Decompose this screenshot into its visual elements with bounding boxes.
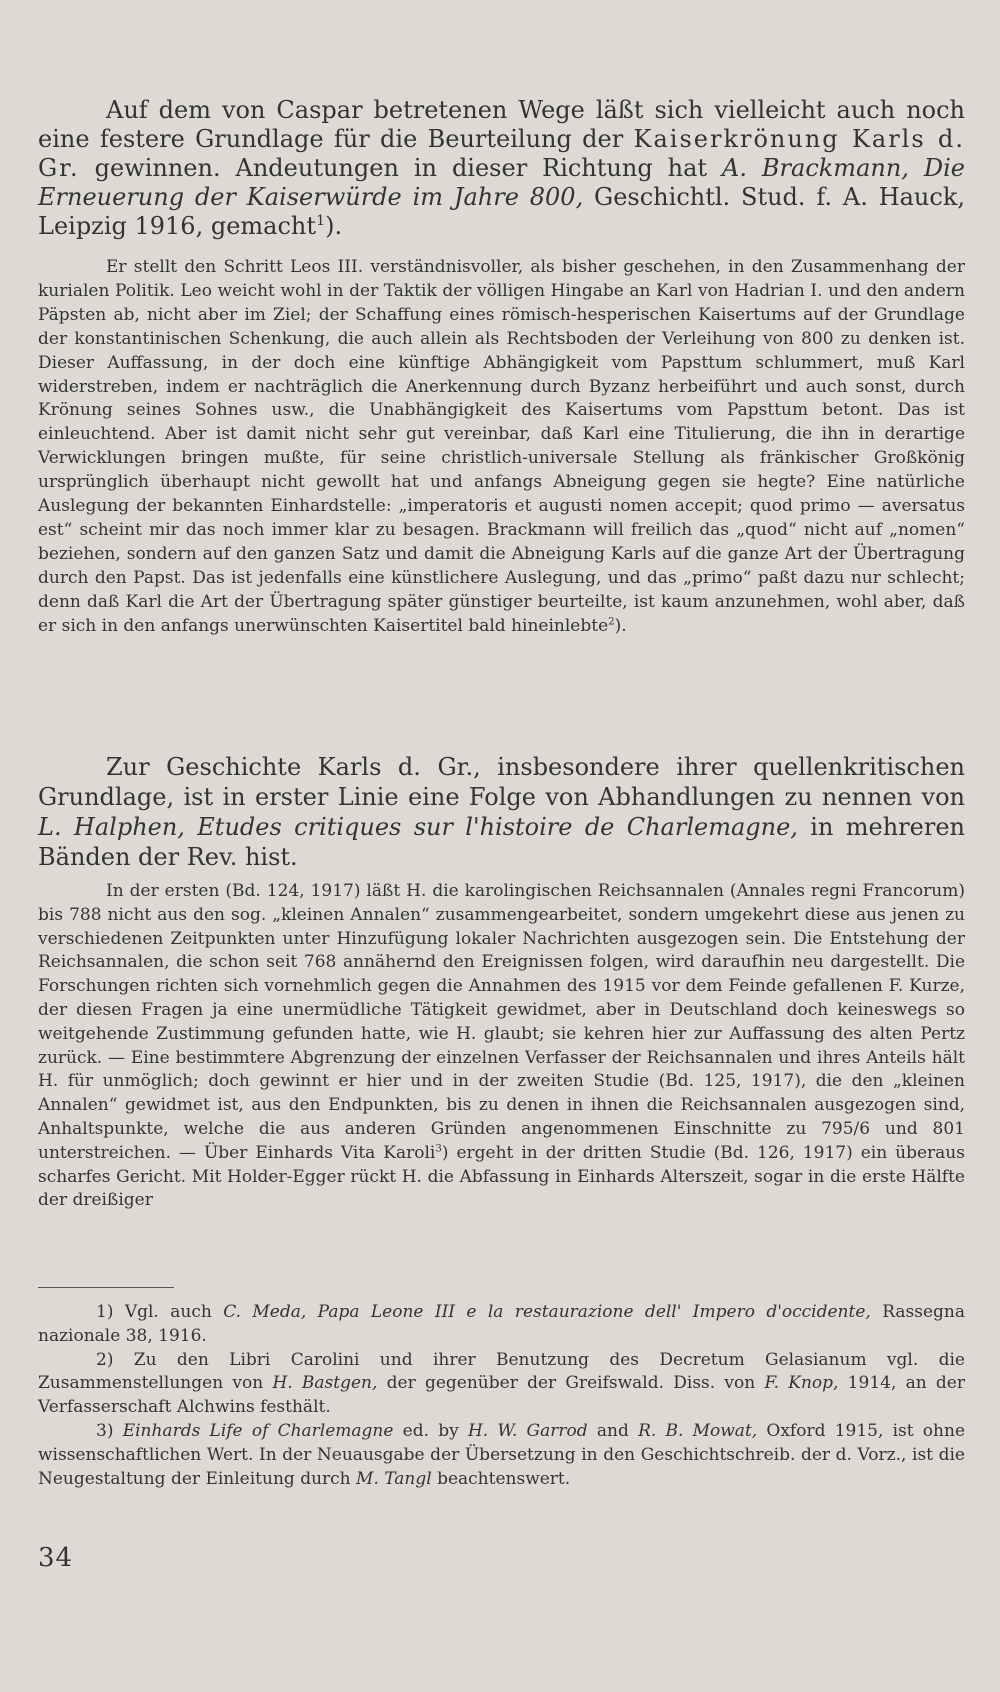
paragraph-leo-iii [38,256,965,639]
citation-italic: H. W. Garrod [467,1420,588,1441]
text-run: Geschichtl. Stud. f. A. Hauck, Leipzig 1916, gemacht [38,183,965,240]
paragraph-geschichte-karls [38,752,965,872]
citation-italic: H. Bastgen, [272,1373,378,1394]
citation-italic: F. Knop, [764,1373,839,1394]
citation-italic: C. Meda, Papa Leone III e la restaurazione dell' Impero d'occidente, [223,1302,871,1322]
text-run: ) ergeht in der dritten Studie (Bd. 126, 1917) ein überaus scharfes Gericht. Mit Holder-Egger rückt H. die Abfassung in Einhards Alterszeit, sogar in die erste Hälfte der dreißiger [38,1142,965,1211]
footnote-2 [38,1349,965,1420]
citation-italic: A. Brackmann, Die Erneuerung der Kaiserwürde im Jahre 800, [38,154,965,211]
text-run: ). [614,615,627,636]
citation-italic: Einhards Life of Charlemagne [122,1420,394,1441]
paragraph-kaiserkroenung [38,96,965,241]
text-run: in mehreren Bänden der Rev. hist. [38,813,965,871]
text-run: Zur Geschichte Karls d. Gr., insbesondere ihrer quellenkritischen Grundlage, ist in erster Linie eine Folge von Abhandlungen zu nennen von [38,753,965,811]
footnote-divider [38,1287,174,1288]
text-run: Rassegna nazionale 38, 1916. [38,1302,966,1346]
text-run: Auf dem von Caspar betretenen Wege läßt sich vielleicht auch noch eine festere Grundlage für die Beurteilung der [38,96,965,153]
citation-italic: R. B. Mowat, [638,1420,758,1441]
citation-italic: M. Tangl [356,1468,432,1489]
text-run: ed. by [393,1420,468,1441]
citation-italic: L. Halphen, Etudes critiques sur l'histoire de Charlemagne, [38,813,798,841]
text-run: and [587,1420,639,1441]
footnotes [38,1301,965,1491]
text-run: 1914, an der Verfasserschaft Alchwins festhält. [38,1373,965,1418]
text-run: 3) [96,1420,123,1441]
spaced-text: Kaiserkrönung Karls d. Gr. [38,125,965,182]
footnote-1 [38,1301,965,1349]
text-run: der gegenüber der Greifswald. Diss. von [377,1373,765,1394]
footnote-ref: 3 [435,1143,442,1155]
text-run: ). [325,212,343,240]
text-run: beachtenswert. [431,1468,571,1489]
footnote-3 [38,1420,965,1491]
text-run: Er stellt den Schritt Leos III. verständnisvoller, als bisher geschehen, in den Zusammenhang der kurialen Politik. Leo weicht wohl in der Taktik der völligen Hingabe an Karl von Hadrian I. und den andern Päpsten ab, nicht aber im Ziel; der Schaffung eines römisch-hesperischen Kaisertums auf der Grundlage der konstantinischen Schenkung, die auch allein als Rechtsboden der Verleihung von 800 zu denken ist. Dieser Auffassung, in der doch eine künftige Abhängigkeit vom Papsttum schlummert, muß Karl widerstreben, indem er nachträglich die Anerkennung durch Byzanz herbeiführt und auch sonst, durch Krönung seines Sohnes usw., die Unabhängigkeit des Kaisertums vom Papsttum betont. Das ist einleuchtend. Aber ist damit nicht sehr gut vereinbar, daß Karl eine Titulierung, die ihn in derartige Verwicklungen bringen mußte, für seine christlich-universale Stellung als fränkischer Großkönig ursprünglich überhaupt nicht gewollt hat und anfangs Abneigung gegen sie hegte? Eine natürliche Auslegung der bekannten Einhardstelle: „imperatoris et augusti nomen accepit; quod primo — aversatus est“ scheint mir das noch immer klar zu besagen. Brackmann will freilich das „quod“ nicht auf „nomen“ beziehen, sondern auf den ganzen Satz und damit die Abneigung Karls auf die ganze Art der Übertragung durch den Papst. Das ist jedenfalls eine künstlichere Auslegung, und das „primo“ paßt dazu nur schlecht; denn daß Karl die Art der Übertragung später günstiger beurteilte, ist kaum anzunehmen, wohl aber, daß er sich in den anfangs unerwünschten Kaisertitel bald hineinlebte [38,257,965,636]
footnote-ref: 2 [608,615,615,627]
text-run: 2) Zu den Libri Carolini und ihrer Benutzung des Decretum Gelasianum vgl. die Zusammenstellungen von [38,1349,965,1394]
footnote-ref: 1 [316,213,326,229]
text-run: gewinnen. Andeutungen in dieser Richtung hat [79,154,722,182]
page-number: 34 [38,1543,74,1573]
text-run: In der ersten (Bd. 124, 1917) läßt H. die karolingischen Reichsannalen (Annales regni Francorum) bis 788 nicht aus den sog. „kleinen Annalen“ zusammengearbeitet, sondern umgekehrt diese aus jenen zu verschiedenen Zeitpunkten unter Hinzufügung lokaler Nachrichten ausgezogen sein. Die Entstehung der Reichsannalen, die schon seit 768 annähernd den Ereignissen folgen, wird daraufhin neu dargestellt. Die Forschungen richten sich vornehmlich gegen die Annahmen des 1915 vor dem Feinde gefallenen F. Kurze, der diesen Fragen ja eine unermüdliche Tätigkeit gewidmet, aber in Deutschland doch keineswegs so weitgehende Zustimmung gefunden hatte, wie H. glaubt; sie kehren hier zur Auffassung des alten Pertz zurück. — Eine bestimmtere Abgrenzung der einzelnen Verfasser der Reichsannalen und ihres Anteils hält H. für unmöglich; doch gewinnt er hier und in der zweiten Studie (Bd. 125, 1917), die den „kleinen Annalen“ gewidmet ist, aus den Endpunkten, bis zu denen in ihnen die Reichsannalen ausgezogen sind, Anhaltspunkte, welche die aus anderen Gründen angenommenen Einschnitte zu 795/6 und 801 unterstreichen. — Über Einhards Vita Karoli [38,881,965,1163]
text-run: 1) Vgl. auch [96,1302,224,1322]
text-run: Oxford 1915, ist ohne wissenschaftlichen Wert. In der Neuausgabe der Übersetzung in den Geschichtschreib. der d. Vorz., ist die Neugestaltung der Einleitung durch [38,1420,966,1489]
paragraph-reichsannalen [38,880,965,1213]
